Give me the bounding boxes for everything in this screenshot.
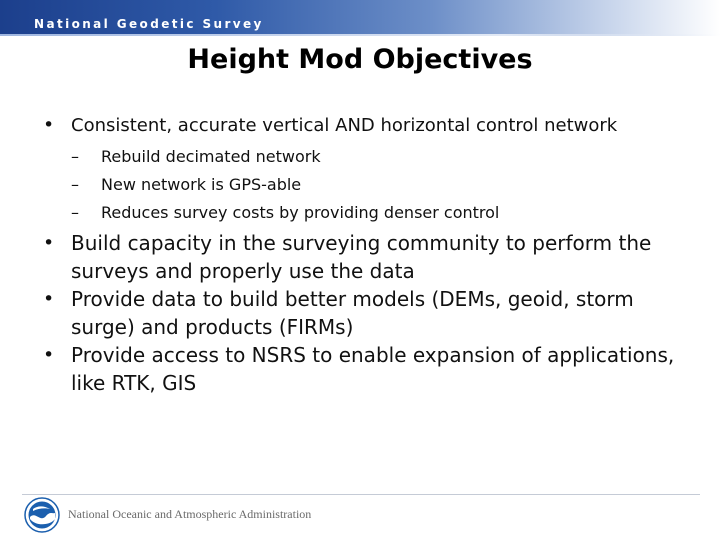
bullet-dot-icon: • <box>43 344 55 366</box>
bullet-dot-icon: • <box>43 288 55 310</box>
dash-icon: – <box>71 175 79 194</box>
bullet-item-4 <box>38 341 698 397</box>
bullet-item-1 <box>38 112 698 139</box>
bullet-dot-icon: • <box>43 232 55 254</box>
noaa-logo-icon <box>24 497 60 533</box>
sub-bullet-text: New network is GPS-able <box>101 175 302 194</box>
bullet-item-2 <box>38 229 698 285</box>
footer-agency-text: National Oceanic and Atmospheric Administration <box>68 507 312 521</box>
slide-title: Height Mod Objectives <box>187 44 533 75</box>
sub-bullet-text: Rebuild decimated network <box>101 147 321 166</box>
bullet-text: Consistent, accurate vertical AND horizontal control network <box>71 115 618 136</box>
bullet-dot-icon: • <box>43 114 55 136</box>
bullet-text: Build capacity in the surveying community to perform the surveys and properly use the data <box>71 231 652 283</box>
bullet-item-3 <box>38 285 698 341</box>
sub-bullet-list <box>38 143 698 227</box>
footer-divider <box>22 494 700 495</box>
header-banner <box>0 0 720 36</box>
banner-title: National Geodetic Survey <box>34 17 264 31</box>
bullet-text: Provide data to build better models (DEMs, geoid, storm surge) and products (FIRMs) <box>71 287 634 339</box>
sub-bullet-item <box>38 143 698 171</box>
sub-bullet-item <box>38 199 698 227</box>
dash-icon: – <box>71 203 79 222</box>
sub-bullet-item <box>38 171 698 199</box>
sub-bullet-text: Reduces survey costs by providing denser control <box>101 203 500 222</box>
dash-icon: – <box>71 147 79 166</box>
bullet-list <box>38 112 698 397</box>
bullet-text: Provide access to NSRS to enable expansion of applications, like RTK, GIS <box>71 343 675 395</box>
